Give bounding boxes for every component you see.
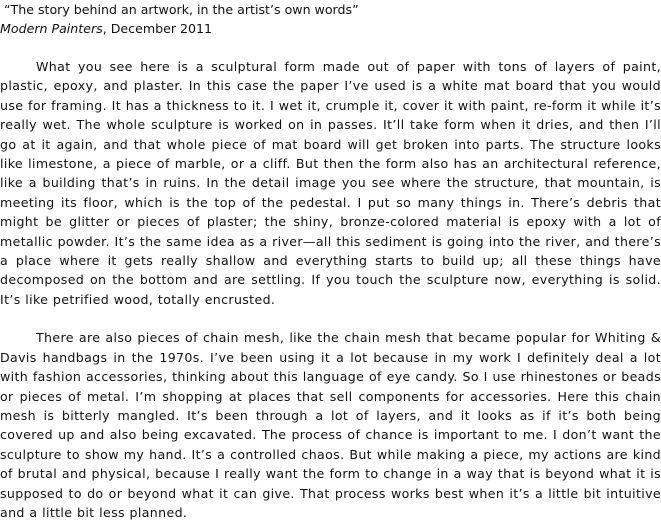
source-line [0, 19, 661, 38]
publication-title: Modern Painters [0, 21, 103, 36]
publication-date: , December 2011 [102, 21, 213, 36]
paragraph-2: There are also pieces of chain mesh, like the chain mesh that became popular for Whiting & Davis handbags in the 1970s. I’ve been using it a lot because in my work I definitely deal a lot with fashion accessories, thinking about this language of eye candy. So I use rhinestones or beads or pieces of metal. I’m shopping at places that sell components for accessories. Here this chain mesh is bitterly mangled. It’s been through a lot of layers, and it looks as if it’s both being covered up and also being excavated. The process of chance is important to me. I don’t want the sculpture to show my hand. It’s a controlled chaos. But while making a piece, my actions are kind of brutal and physical, because I really want the form to change in a way that is beyond what it is supposed to do or beyond what it can give. That process works best when it’s a little bit intuitive and a little bit less planned. [0, 330, 661, 520]
paragraph-1: What you see here is a sculptural form made out of paper with tons of layers of paint, plastic, epoxy, and plaster. In this case the paper I’ve used is a white mat board that you would use for framing. It has a thickness to it. I wet it, crumple it, cover it with paint, re-form it while it’s really wet. The whole sculpture is worked on in passes. It’ll take form when it dries, and then I’ll go at it again, and that whole piece of mat board will get broken into parts. The structure looks like limestone, a piece of marble, or a cliff. But then the form also has an architectural reference, like a building that’s in ruins. In the detail image you see where the structure, that mountain, is meeting its floor, which is the top of the pedestal. I put so many things in. There’s debris that might be glitter or pieces of plaster; the shiny, bronze-colored material is epoxy with a lot of metallic powder. It’s the same idea as a river—all this sediment is going into the river, and there’s a place where it gets really shallow and everything starts to build up; all these things have decomposed on the bottom and are settling. If you touch the sculpture now, everything is solid. It’s like petrified wood, totally encrusted. [0, 59, 661, 307]
quote-heading: “The story behind an artwork, in the artist’s own words” [0, 2, 359, 17]
